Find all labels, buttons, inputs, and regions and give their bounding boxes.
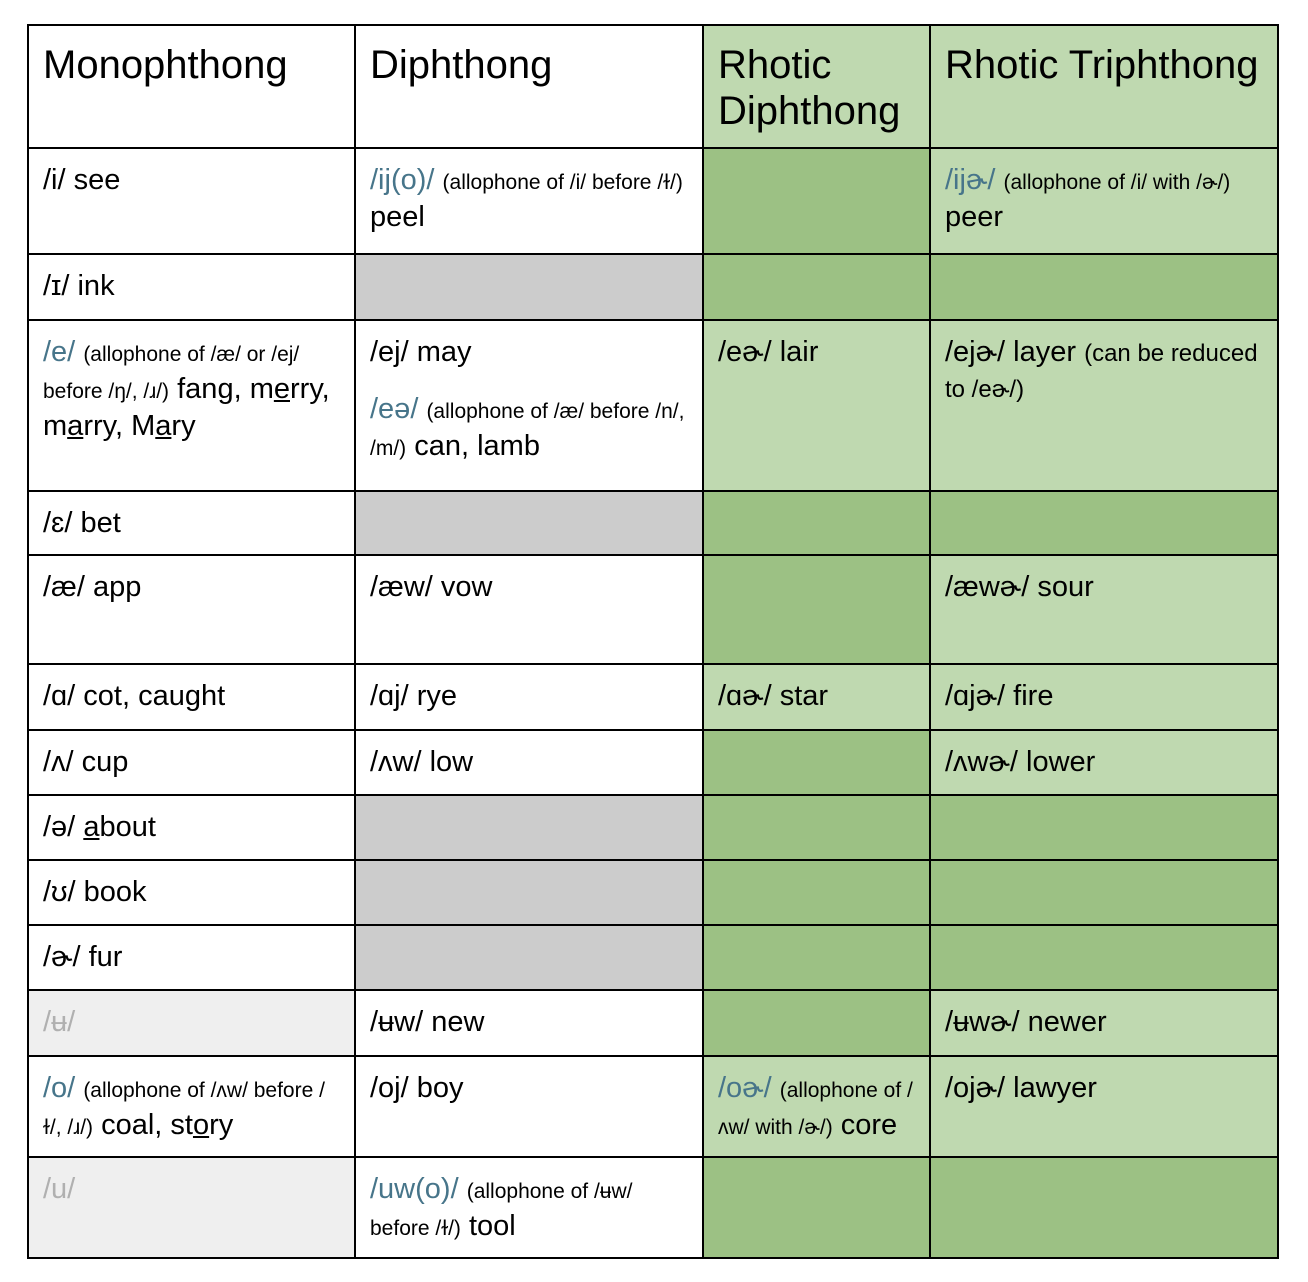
allophone-note: (allophone of /ʉw/ before /ɫ/) (370, 1180, 633, 1240)
cell-diphthong: /ʉw/ new (355, 990, 703, 1056)
cell-diphthong (355, 1157, 703, 1258)
cell-rhotic-triphthong: /ɑjɚ/ fire (930, 664, 1278, 730)
table-row (28, 860, 1278, 925)
cell-rhotic-diphthong: /eɚ/ lair (703, 320, 930, 491)
cell-monophthong: /ʉ/ (28, 990, 355, 1056)
cell-monophthong (28, 320, 355, 491)
cell-empty (703, 1157, 930, 1258)
example-words: peer (945, 201, 1004, 233)
cell-rhotic-triphthong: /æwɚ/ sour (930, 555, 1278, 664)
diphthong-entry (370, 392, 690, 466)
table-row (28, 664, 1278, 730)
allophone-symbol: /ij(o)/ (370, 164, 435, 196)
cell-empty (930, 254, 1278, 320)
allophone-symbol: /oɚ/ (718, 1072, 772, 1104)
cell-empty (703, 925, 930, 990)
cell-rhotic-triphthong: /ʌwɚ/ lower (930, 730, 1278, 795)
cell-empty (355, 491, 703, 555)
cell-empty (703, 555, 930, 664)
example-word-marry: marry, (43, 410, 132, 442)
allophone-note: (allophone of /i/ with /ɚ/) (1003, 171, 1231, 194)
cell-empty (703, 795, 930, 860)
table-row (28, 925, 1278, 990)
cell-rhotic-triphthong: /ojɚ/ lawyer (930, 1056, 1278, 1157)
table-row (28, 1056, 1278, 1157)
header-diphthong: Diphthong (355, 25, 703, 148)
cell-empty (930, 860, 1278, 925)
table-row (28, 491, 1278, 555)
cell-empty (703, 491, 930, 555)
cell-diphthong (355, 148, 703, 254)
cell-empty (355, 925, 703, 990)
cell-empty (703, 990, 930, 1056)
vowel-chart-table (27, 24, 1279, 1259)
example-words: coal, story (101, 1109, 234, 1141)
table-row (28, 990, 1278, 1056)
allophone-note: (allophone of /ʌw/ before /ɫ/, /ɹ/) (43, 1079, 325, 1139)
cell-rhotic-triphthong (930, 148, 1278, 254)
header-rhotic-triphthong: Rhotic Triphthong (930, 25, 1278, 148)
allophone-note: (allophone of /i/ before /ɫ/) (442, 171, 683, 194)
cell-empty (355, 860, 703, 925)
table-row (28, 320, 1278, 491)
cell-monophthong: /ʊ/ book (28, 860, 355, 925)
cell-rhotic-triphthong (930, 320, 1278, 491)
cell-empty (930, 491, 1278, 555)
cell-rhotic-triphthong: /ʉwɚ/ newer (930, 990, 1278, 1056)
table-row (28, 148, 1278, 254)
cell-monophthong: /ɚ/ fur (28, 925, 355, 990)
allophone-note: (allophone of /æ/ before /n/, /m/) (370, 400, 685, 460)
cell-empty (703, 254, 930, 320)
allophone-symbol: /e/ (43, 336, 76, 368)
example-words: tool (468, 1210, 516, 1242)
header-rhotic-diphthong: Rhotic Diphthong (703, 25, 930, 148)
cell-rhotic-diphthong: /ɑɚ/ star (703, 664, 930, 730)
cell-diphthong: /ɑj/ rye (355, 664, 703, 730)
cell-diphthong: /oj/ boy (355, 1056, 703, 1157)
table-row (28, 555, 1278, 664)
example-words: can, lamb (414, 430, 540, 462)
cell-empty (355, 795, 703, 860)
cell-empty (703, 148, 930, 254)
triphthong-entry: /ejɚ/ layer (945, 336, 1077, 368)
cell-diphthong (355, 320, 703, 491)
table-row (28, 1157, 1278, 1258)
header-row (28, 25, 1278, 148)
example-words: peel (370, 201, 425, 233)
allophone-symbol: /eə/ (370, 393, 419, 425)
example-word-merry: merry, (249, 373, 330, 405)
cell-monophthong: /ə/ about (28, 795, 355, 860)
table-row (28, 795, 1278, 860)
table-row (28, 254, 1278, 320)
cell-monophthong: /ɑ/ cot, caught (28, 664, 355, 730)
cell-monophthong: /æ/ app (28, 555, 355, 664)
cell-monophthong: /ɛ/ bet (28, 491, 355, 555)
cell-monophthong: /i/ see (28, 148, 355, 254)
allophone-note: (can be reduced to /eɚ/) (945, 340, 1258, 403)
allophone-note: (allophone of /æ/ or /ej/ before /ŋ/, /ɹ/) (43, 343, 300, 403)
cell-monophthong: /ʌ/ cup (28, 730, 355, 795)
allophone-symbol: /ijɚ/ (945, 164, 996, 196)
cell-monophthong: /u/ (28, 1157, 355, 1258)
allophone-symbol: /o/ (43, 1072, 76, 1104)
example-words: core (840, 1109, 898, 1141)
cell-empty (703, 730, 930, 795)
cell-empty (930, 925, 1278, 990)
cell-empty (930, 795, 1278, 860)
example-words: fang, (177, 373, 242, 405)
cell-diphthong: /ʌw/ low (355, 730, 703, 795)
table-row (28, 730, 1278, 795)
cell-diphthong: /æw/ vow (355, 555, 703, 664)
allophone-symbol: /uw(o)/ (370, 1173, 459, 1205)
cell-empty (930, 1157, 1278, 1258)
cell-monophthong (28, 1056, 355, 1157)
header-monophthong: Monophthong (28, 25, 355, 148)
cell-rhotic-diphthong (703, 1056, 930, 1157)
cell-monophthong: /ɪ/ ink (28, 254, 355, 320)
cell-empty (355, 254, 703, 320)
diphthong-entry: /ej/ may (370, 336, 472, 368)
cell-empty (703, 860, 930, 925)
example-word-mary: Mary (131, 410, 196, 442)
allophone-note: (allophone of /ʌw/ with /ɚ/) (718, 1079, 913, 1139)
